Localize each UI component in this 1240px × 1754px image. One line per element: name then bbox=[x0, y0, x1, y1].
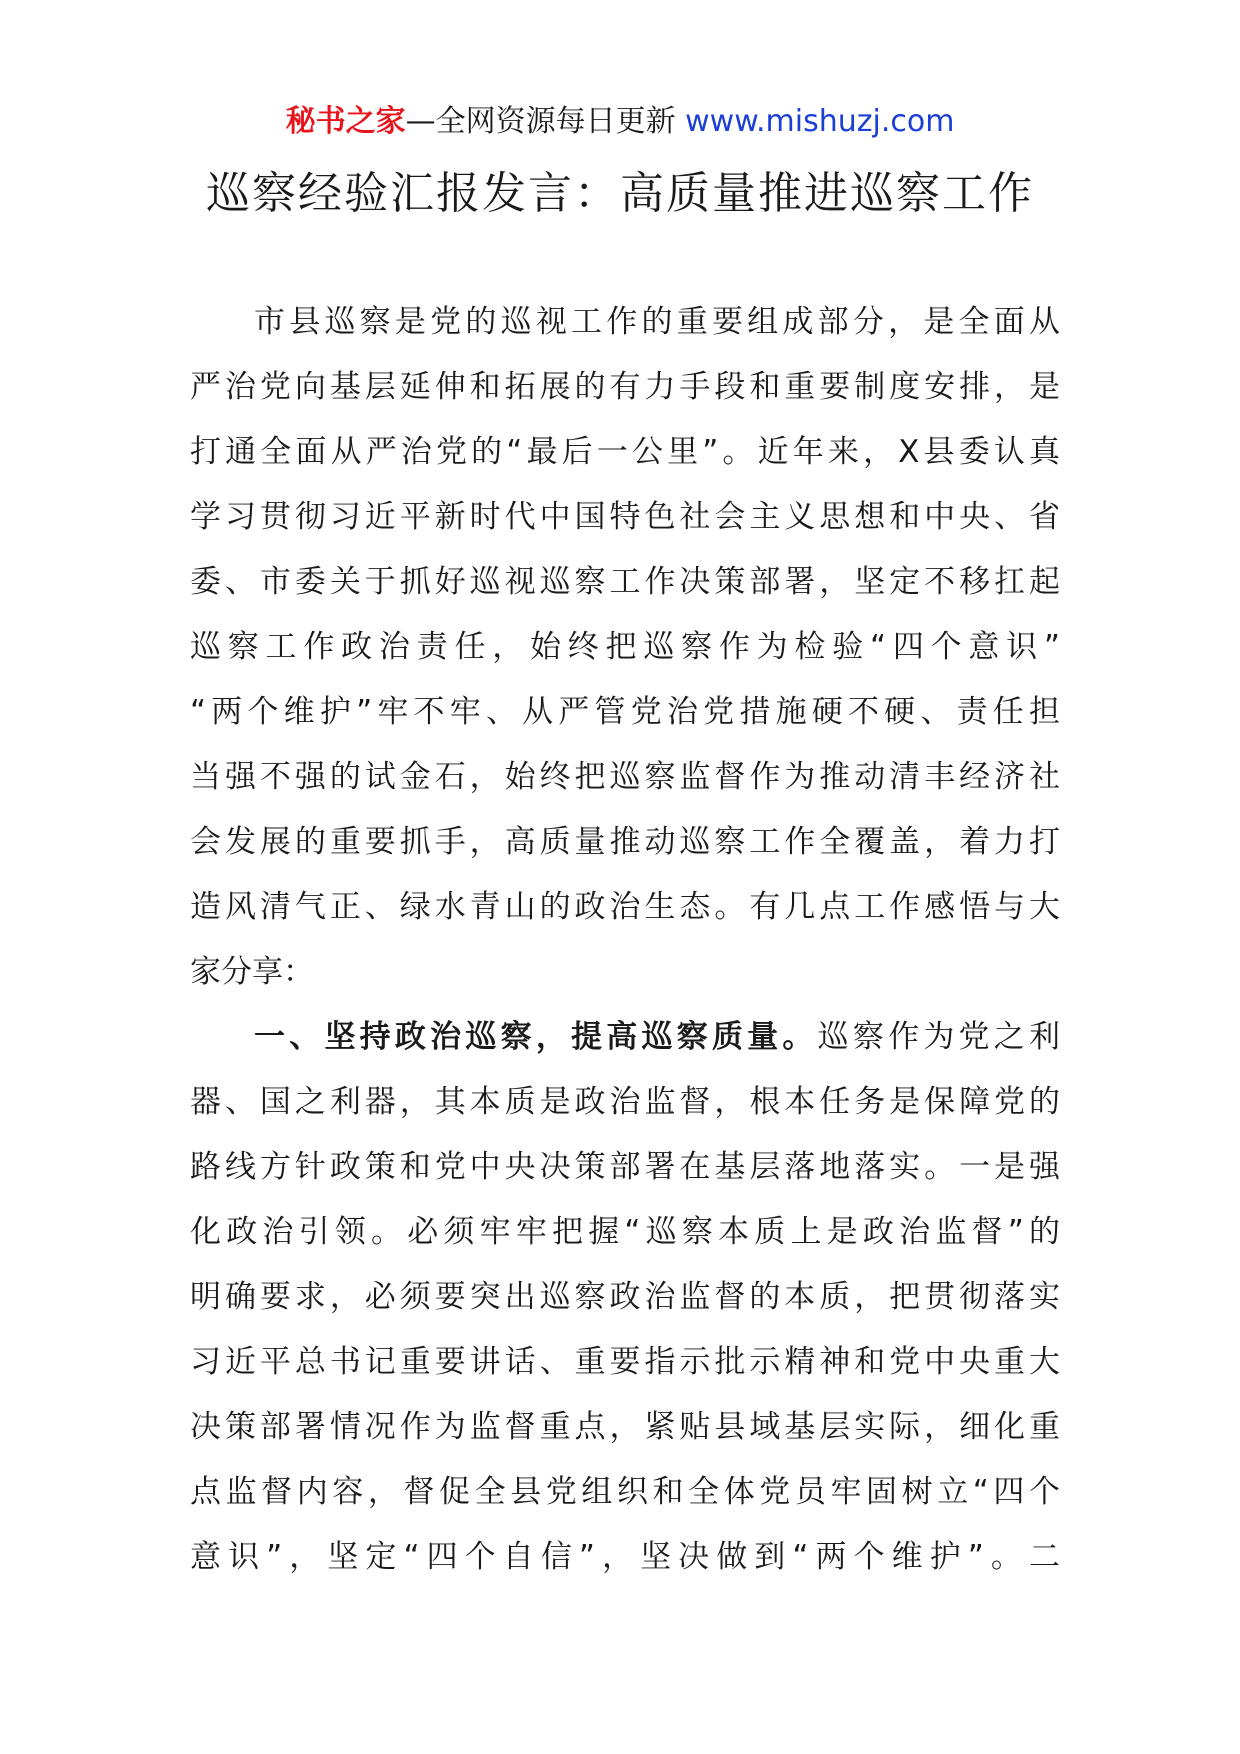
paragraph-line: 家分享： bbox=[190, 954, 314, 990]
paragraph-line: 学习贯彻习近平新时代中国特色社会主义思想和中央、省 bbox=[190, 499, 1060, 535]
paragraph-line: “两个维护”牢不牢、从严管党治党措施硬不硬、责任担 bbox=[190, 694, 1060, 730]
paragraph-line: 当强不强的试金石，始终把巡察监督作为推动清丰经济社 bbox=[190, 759, 1060, 795]
paragraph-line: 点监督内容，督促全县党组织和全体党员牢固树立“四个 bbox=[190, 1474, 1060, 1510]
paragraph-line: 巡察工作政治责任，始终把巡察作为检验“四个意识” bbox=[190, 629, 1060, 665]
paragraph-line: 委、市委关于抓好巡视巡察工作决策部署，坚定不移扛起 bbox=[190, 564, 1060, 600]
section-heading: 一、坚持政治巡察，提高巡察质量。 bbox=[254, 1019, 818, 1055]
paragraph-line: 造风清气正、绿水青山的政治生态。有几点工作感悟与大 bbox=[190, 889, 1060, 925]
brand-name: 秘书之家 bbox=[285, 104, 406, 139]
document-body bbox=[190, 290, 1060, 1590]
paragraph-line: 明确要求，必须要突出巡察政治监督的本质，把贯彻落实 bbox=[190, 1279, 1060, 1315]
paragraph-line: 路线方针政策和党中央决策部署在基层落地落实。一是强 bbox=[190, 1149, 1060, 1185]
paragraph-line: 器、国之利器，其本质是政治监督，根本任务是保障党的 bbox=[190, 1084, 1060, 1120]
paragraph-line: 习近平总书记重要讲话、重要指示批示精神和党中央重大 bbox=[190, 1344, 1060, 1380]
paragraph-line: 市县巡察是党的巡视工作的重要组成部分，是全面从 bbox=[254, 304, 1060, 340]
header-tagline: —全网资源每日更新 bbox=[405, 104, 676, 139]
paragraph-line: 严治党向基层延伸和拓展的有力手段和重要制度安排，是 bbox=[190, 369, 1060, 405]
paragraph-line: 化政治引领。必须牢牢把握“巡察本质上是政治监督”的 bbox=[190, 1214, 1060, 1250]
paragraph-line: 决策部署情况作为监督重点，紧贴县域基层实际，细化重 bbox=[190, 1409, 1060, 1445]
section-lead-text: 巡察作为党之利 bbox=[817, 1019, 1061, 1055]
section-heading-line bbox=[190, 1005, 1060, 1070]
paragraph-line: 意识”，坚定“四个自信”，坚决做到“两个维护”。二 bbox=[190, 1539, 1060, 1575]
paragraph-line: 打通全面从严治党的“最后一公里”。近年来，X县委认真 bbox=[190, 434, 1060, 470]
document-title: 巡察经验汇报发言：高质量推进巡察工作 bbox=[206, 168, 1034, 219]
paragraph-line: 会发展的重要抓手，高质量推动巡察工作全覆盖，着力打 bbox=[190, 824, 1060, 860]
site-url-link[interactable]: www.mishuzj.com bbox=[685, 104, 955, 139]
site-header bbox=[0, 102, 1240, 142]
